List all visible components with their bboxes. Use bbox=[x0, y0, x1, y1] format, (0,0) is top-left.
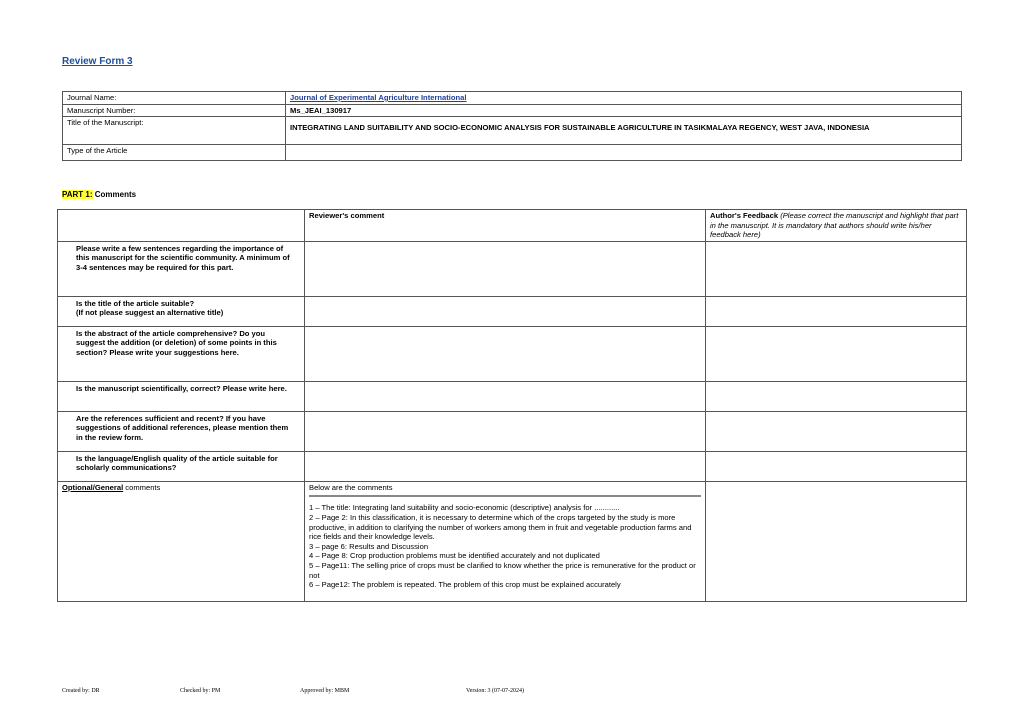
comment-line: 3 – page 6: Results and Discussion bbox=[309, 541, 429, 551]
question-row bbox=[58, 296, 967, 326]
question-language: Is the language/English quality of the article suitable for scholarly communications? bbox=[58, 451, 305, 481]
article-type-value bbox=[286, 145, 962, 161]
journal-value-cell bbox=[286, 92, 962, 105]
question-importance: Please write a few sentences regarding the importance of this manuscript for the scientific community. A minimum of 3-4 sentences may be required for this part. bbox=[58, 241, 305, 296]
manuscript-info-table bbox=[62, 91, 962, 161]
manuscript-title-label: Title of the Manuscript: bbox=[63, 117, 286, 145]
author-feedback-header bbox=[706, 210, 967, 242]
manuscript-number-row bbox=[63, 104, 962, 117]
reviewer-comment-cell[interactable] bbox=[305, 451, 706, 481]
comments-header-row bbox=[58, 210, 967, 242]
optional-author-feedback-cell[interactable] bbox=[706, 481, 967, 601]
form-title: Review Form 3 bbox=[62, 56, 133, 67]
manuscript-title-row bbox=[63, 117, 962, 145]
question-row bbox=[58, 241, 967, 296]
comment-line: 6 – Page12: The problem is repeated. The problem of this crop must be explained accurately bbox=[309, 580, 621, 590]
footer-version: Version: 3 (07-07-2024) bbox=[466, 688, 524, 694]
author-feedback-cell[interactable] bbox=[706, 296, 967, 326]
optional-intro: Below are the comments bbox=[309, 482, 393, 492]
reviewer-comment-cell[interactable] bbox=[305, 241, 706, 296]
question-row bbox=[58, 381, 967, 411]
article-type-label: Type of the Article bbox=[63, 145, 286, 161]
manuscript-number-label: Manuscript Number: bbox=[63, 104, 286, 117]
comment-line: 1 – The title: Integrating land suitability and socio-economic (descriptive) analysis for ............ bbox=[309, 503, 620, 513]
journal-link[interactable]: Journal of Experimental Agriculture International bbox=[290, 93, 467, 102]
journal-label: Journal Name: bbox=[63, 92, 286, 105]
manuscript-number-value: Ms_JEAI_130917 bbox=[286, 104, 962, 117]
question-row bbox=[58, 451, 967, 481]
part1-label: PART 1: bbox=[62, 190, 93, 199]
reviewer-comment-cell[interactable] bbox=[305, 411, 706, 451]
question-row bbox=[58, 326, 967, 381]
optional-label-suffix: comments bbox=[123, 482, 161, 492]
comment-line: 5 – Page11: The selling price of crops must be clarified to know whether the price is remunerative for the product or not bbox=[309, 560, 696, 580]
author-feedback-header-note: (Please correct the manuscript and highlight that part in the manuscript. It is mandatory that authors should write his/her feedback here) bbox=[710, 211, 959, 240]
optional-label: Optional/General bbox=[62, 482, 124, 492]
comment-line: 4 – Page 8: Crop production problems must be identified accurately and not duplicated bbox=[309, 551, 600, 561]
author-feedback-header-bold: Author's Feedback bbox=[710, 211, 779, 220]
manuscript-title-value: INTEGRATING LAND SUITABILITY AND SOCIO-ECONOMIC ANALYSIS FOR SUSTAINABLE AGRICULTURE IN TASIKMALAYA REGENCY, WEST JAVA, INDONESIA bbox=[286, 117, 962, 145]
optional-reviewer-comments[interactable] bbox=[305, 481, 706, 601]
author-feedback-cell[interactable] bbox=[706, 326, 967, 381]
optional-comments-row bbox=[58, 481, 967, 601]
optional-label-cell bbox=[58, 481, 305, 601]
reviewer-comment-cell[interactable] bbox=[305, 381, 706, 411]
comment-line: 2 – Page 2: In this classification, it is necessary to determine which of the crops targeted by the study is more productive, in addition to clarifying the number of workers among them in fruit and vegetable production farms and rice fields and their knowledge levels. bbox=[309, 512, 692, 542]
footer-approved-by: Approved by: MBM bbox=[300, 688, 350, 694]
footer-created-by: Created by: DR bbox=[62, 688, 100, 694]
reviewer-comment-header: Reviewer's comment bbox=[305, 210, 706, 242]
reviewer-comment-cell[interactable] bbox=[305, 326, 706, 381]
part1-title: Comments bbox=[94, 190, 137, 199]
author-feedback-cell[interactable] bbox=[706, 381, 967, 411]
article-type-row bbox=[63, 145, 962, 161]
comments-table bbox=[57, 209, 967, 602]
question-abstract: Is the abstract of the article comprehensive? Do you suggest the addition (or deletion) of some points in this section? Please write your suggestions here. bbox=[58, 326, 305, 381]
reviewer-comment-cell[interactable] bbox=[305, 296, 706, 326]
question-title: Is the title of the article suitable? (If not please suggest an alternative title) bbox=[58, 296, 305, 326]
question-row bbox=[58, 411, 967, 451]
part1-heading bbox=[62, 190, 136, 199]
question-references: Are the references sufficient and recent? If you have suggestions of additional references, please mention them in the review form. bbox=[58, 411, 305, 451]
divider bbox=[309, 495, 701, 497]
empty-header-cell bbox=[58, 210, 305, 242]
author-feedback-cell[interactable] bbox=[706, 241, 967, 296]
author-feedback-cell[interactable] bbox=[706, 411, 967, 451]
question-scientific: Is the manuscript scientifically, correct? Please write here. bbox=[58, 381, 305, 411]
journal-row bbox=[63, 92, 962, 105]
footer-checked-by: Checked by: PM bbox=[180, 688, 221, 694]
author-feedback-cell[interactable] bbox=[706, 451, 967, 481]
